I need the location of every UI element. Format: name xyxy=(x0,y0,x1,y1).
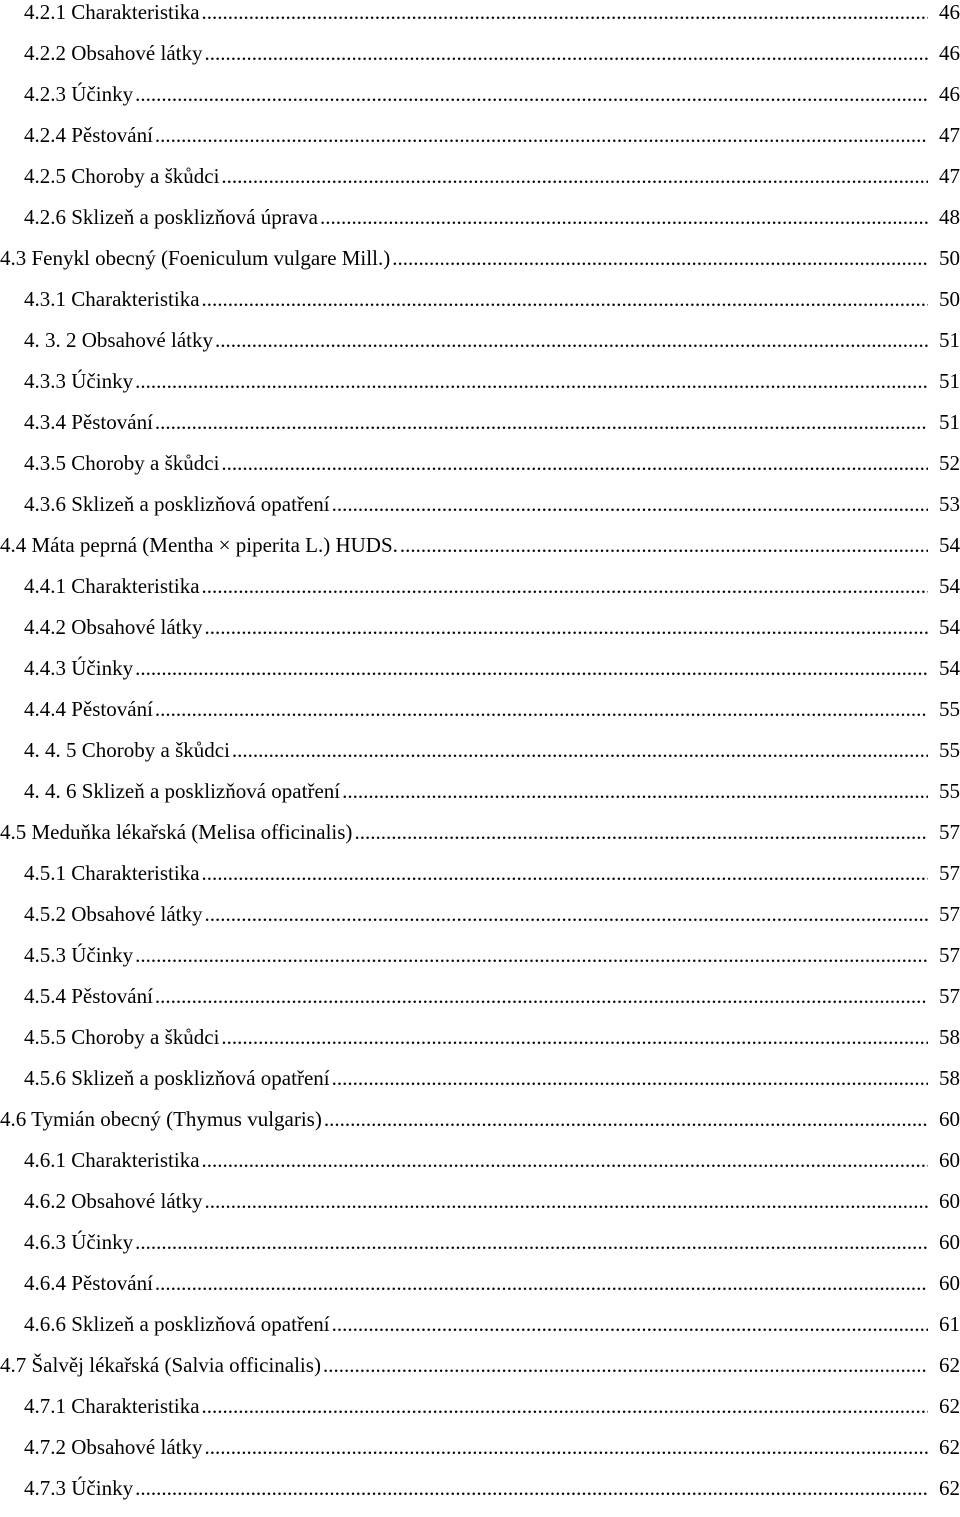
toc-entry-title: 4.5.5 Choroby a škůdci xyxy=(24,1025,220,1049)
toc-entry[interactable] xyxy=(0,820,960,861)
toc-page-number: 62 xyxy=(939,1353,960,1377)
toc-page-number: 51 xyxy=(939,328,960,352)
toc-entry-title: 4. 3. 2 Obsahové látky xyxy=(24,328,213,352)
toc-dot-leader xyxy=(202,574,928,598)
toc-dot-leader xyxy=(204,1189,928,1213)
toc-entry-title: 4. 4. 6 Sklizeň a posklizňová opatření xyxy=(24,779,341,803)
toc-entry-title: 4. 4. 5 Choroby a škůdci xyxy=(24,738,230,762)
toc-entry-title: 4.2.3 Účinky xyxy=(24,82,134,106)
toc-entry[interactable] xyxy=(0,1312,960,1353)
toc-entry[interactable] xyxy=(0,0,960,41)
toc-page-number: 60 xyxy=(939,1107,960,1131)
toc-entry[interactable] xyxy=(0,697,960,738)
toc-dot-leader xyxy=(135,1230,928,1254)
toc-dot-leader xyxy=(202,0,928,24)
toc-page-number: 58 xyxy=(939,1066,960,1090)
toc-page-number: 60 xyxy=(939,1148,960,1172)
toc-page-number: 48 xyxy=(939,205,960,229)
toc-page-number: 58 xyxy=(939,1025,960,1049)
toc-entry-title: 4.7 Šalvěj lékařská (Salvia officinalis) xyxy=(0,1353,321,1377)
toc-page-number: 54 xyxy=(939,656,960,680)
toc-entry-title: 4.7.2 Obsahové látky xyxy=(24,1435,203,1459)
toc-dot-leader xyxy=(392,246,928,270)
toc-page-number: 60 xyxy=(939,1271,960,1295)
toc-entry-title: 4.5 Meduňka lékařská (Melisa officinalis) xyxy=(0,820,353,844)
toc-dot-leader xyxy=(320,205,928,229)
toc-page-number: 46 xyxy=(939,82,960,106)
toc-entry-title: 4.6.1 Charakteristika xyxy=(24,1148,200,1172)
toc-entry-title: 4.3.4 Pěstování xyxy=(24,410,153,434)
toc-entry[interactable] xyxy=(0,779,960,820)
toc-page-number: 57 xyxy=(939,820,960,844)
toc-page-number: 60 xyxy=(939,1189,960,1213)
toc-dot-leader xyxy=(332,492,928,516)
toc-entry-title: 4.3.5 Choroby a škůdci xyxy=(24,451,220,475)
toc-entry-title: 4.6.2 Obsahové látky xyxy=(24,1189,203,1213)
toc-entry-title: 4.6.4 Pěstování xyxy=(24,1271,153,1295)
toc-entry[interactable] xyxy=(0,1476,960,1517)
toc-entry[interactable] xyxy=(0,451,960,492)
toc-dot-leader xyxy=(202,1148,928,1172)
toc-page-number: 47 xyxy=(939,164,960,188)
toc-dot-leader xyxy=(202,287,928,311)
toc-entry[interactable] xyxy=(0,328,960,369)
toc-page-number: 57 xyxy=(939,943,960,967)
toc-dot-leader xyxy=(155,410,928,434)
toc-entry[interactable] xyxy=(0,902,960,943)
toc-entry[interactable] xyxy=(0,164,960,205)
toc-entry-title: 4.7.3 Účinky xyxy=(24,1476,134,1500)
toc-page-number: 55 xyxy=(939,779,960,803)
toc-entry-title: 4.3.1 Charakteristika xyxy=(24,287,200,311)
toc-entry[interactable] xyxy=(0,1353,960,1394)
toc-entry[interactable] xyxy=(0,1107,960,1148)
toc-entry-title: 4.4 Máta peprná (Mentha × piperita L.) HUDS. xyxy=(0,533,398,557)
toc-dot-leader xyxy=(400,533,928,557)
toc-page-number: 57 xyxy=(939,984,960,1008)
toc-dot-leader xyxy=(155,984,928,1008)
toc-dot-leader xyxy=(135,82,928,106)
toc-entry[interactable] xyxy=(0,82,960,123)
toc-entry-title: 4.6.6 Sklizeň a posklizňová opatření xyxy=(24,1312,330,1336)
toc-page-number: 54 xyxy=(939,574,960,598)
toc-entry-title: 4.2.1 Charakteristika xyxy=(24,0,200,24)
toc-entry-title: 4.3 Fenykl obecný (Foeniculum vulgare Mill.) xyxy=(0,246,391,270)
toc-page-number: 51 xyxy=(939,369,960,393)
toc-entry-title: 4.5.4 Pěstování xyxy=(24,984,153,1008)
toc-dot-leader xyxy=(215,328,928,352)
toc-page-number: 62 xyxy=(939,1435,960,1459)
toc-entry[interactable] xyxy=(0,1394,960,1435)
toc-page-number: 46 xyxy=(939,0,960,24)
toc-page-number: 62 xyxy=(939,1476,960,1500)
toc-entry[interactable] xyxy=(0,369,960,410)
toc-entry[interactable] xyxy=(0,574,960,615)
toc-entry[interactable] xyxy=(0,410,960,451)
toc-entry[interactable] xyxy=(0,738,960,779)
toc-entry[interactable] xyxy=(0,861,960,902)
toc-page-number: 47 xyxy=(939,123,960,147)
toc-entry-title: 4.5.6 Sklizeň a posklizňová opatření xyxy=(24,1066,330,1090)
toc-dot-leader xyxy=(204,615,928,639)
toc-dot-leader xyxy=(135,369,928,393)
toc-dot-leader xyxy=(202,861,928,885)
toc-dot-leader xyxy=(204,902,928,926)
toc-entry-title: 4.2.5 Choroby a škůdci xyxy=(24,164,220,188)
toc-entry[interactable] xyxy=(0,1435,960,1476)
toc-entry[interactable] xyxy=(0,1148,960,1189)
toc-entry-title: 4.2.4 Pěstování xyxy=(24,123,153,147)
toc-entry-title: 4.7.1 Charakteristika xyxy=(24,1394,200,1418)
toc-entry[interactable] xyxy=(0,41,960,82)
toc-dot-leader xyxy=(332,1312,928,1336)
toc-entry[interactable] xyxy=(0,1271,960,1312)
toc-page-number: 51 xyxy=(939,410,960,434)
toc-page-number: 62 xyxy=(939,1394,960,1418)
toc-dot-leader xyxy=(221,451,928,475)
toc-entry[interactable] xyxy=(0,123,960,164)
toc-page-number: 54 xyxy=(939,615,960,639)
toc-page-number: 55 xyxy=(939,697,960,721)
toc-entry-title: 4.4.3 Účinky xyxy=(24,656,134,680)
toc-entry-title: 4.5.3 Účinky xyxy=(24,943,134,967)
toc-dot-leader xyxy=(155,1271,928,1295)
toc-entry-title: 4.3.6 Sklizeň a posklizňová opatření xyxy=(24,492,330,516)
toc-page-number: 53 xyxy=(939,492,960,516)
toc-entry[interactable] xyxy=(0,205,960,246)
toc-entry[interactable] xyxy=(0,615,960,656)
toc-dot-leader xyxy=(135,943,928,967)
toc-entry-title: 4.2.6 Sklizeň a posklizňová úprava xyxy=(24,205,318,229)
toc-dot-leader xyxy=(204,41,928,65)
toc-entry[interactable] xyxy=(0,1025,960,1066)
toc-entry-title: 4.6 Tymián obecný (Thymus vulgaris) xyxy=(0,1107,322,1131)
toc-dot-leader xyxy=(155,697,928,721)
toc-dot-leader xyxy=(204,1435,928,1459)
toc-dot-leader xyxy=(342,779,928,803)
toc-dot-leader xyxy=(135,1476,928,1500)
toc-dot-leader xyxy=(324,1107,928,1131)
toc-dot-leader xyxy=(221,164,928,188)
toc-page-number: 61 xyxy=(939,1312,960,1336)
toc-page-number: 50 xyxy=(939,287,960,311)
toc-dot-leader xyxy=(232,738,928,762)
toc-dot-leader xyxy=(323,1353,928,1377)
toc-page-number: 52 xyxy=(939,451,960,475)
toc-entry-title: 4.4.4 Pěstování xyxy=(24,697,153,721)
toc-dot-leader xyxy=(354,820,928,844)
toc-entry[interactable] xyxy=(0,1066,960,1107)
toc-page-number: 55 xyxy=(939,738,960,762)
toc-entry[interactable] xyxy=(0,533,960,574)
toc-entry-title: 4.5.1 Charakteristika xyxy=(24,861,200,885)
toc-entry-title: 4.6.3 Účinky xyxy=(24,1230,134,1254)
toc-entry[interactable] xyxy=(0,984,960,1025)
toc-entry[interactable] xyxy=(0,943,960,984)
toc-entry[interactable] xyxy=(0,1189,960,1230)
toc-dot-leader xyxy=(221,1025,928,1049)
toc-page-number: 50 xyxy=(939,246,960,270)
toc-page-number: 57 xyxy=(939,902,960,926)
toc-entry-title: 4.4.2 Obsahové látky xyxy=(24,615,203,639)
toc-page-number: 57 xyxy=(939,861,960,885)
toc-entry[interactable] xyxy=(0,287,960,328)
toc-entry-title: 4.5.2 Obsahové látky xyxy=(24,902,203,926)
toc-dot-leader xyxy=(155,123,928,147)
toc-entry[interactable] xyxy=(0,492,960,533)
toc-page-number: 54 xyxy=(939,533,960,557)
toc-entry[interactable] xyxy=(0,656,960,697)
toc-dot-leader xyxy=(135,656,928,680)
toc-entry-title: 4.4.1 Charakteristika xyxy=(24,574,200,598)
toc-dot-leader xyxy=(202,1394,928,1418)
toc-entry-title: 4.3.3 Účinky xyxy=(24,369,134,393)
toc-page-number: 60 xyxy=(939,1230,960,1254)
toc-entry[interactable] xyxy=(0,1230,960,1271)
toc-entry[interactable] xyxy=(0,246,960,287)
toc-dot-leader xyxy=(332,1066,928,1090)
toc-page-number: 46 xyxy=(939,41,960,65)
toc-entry-title: 4.2.2 Obsahové látky xyxy=(24,41,203,65)
